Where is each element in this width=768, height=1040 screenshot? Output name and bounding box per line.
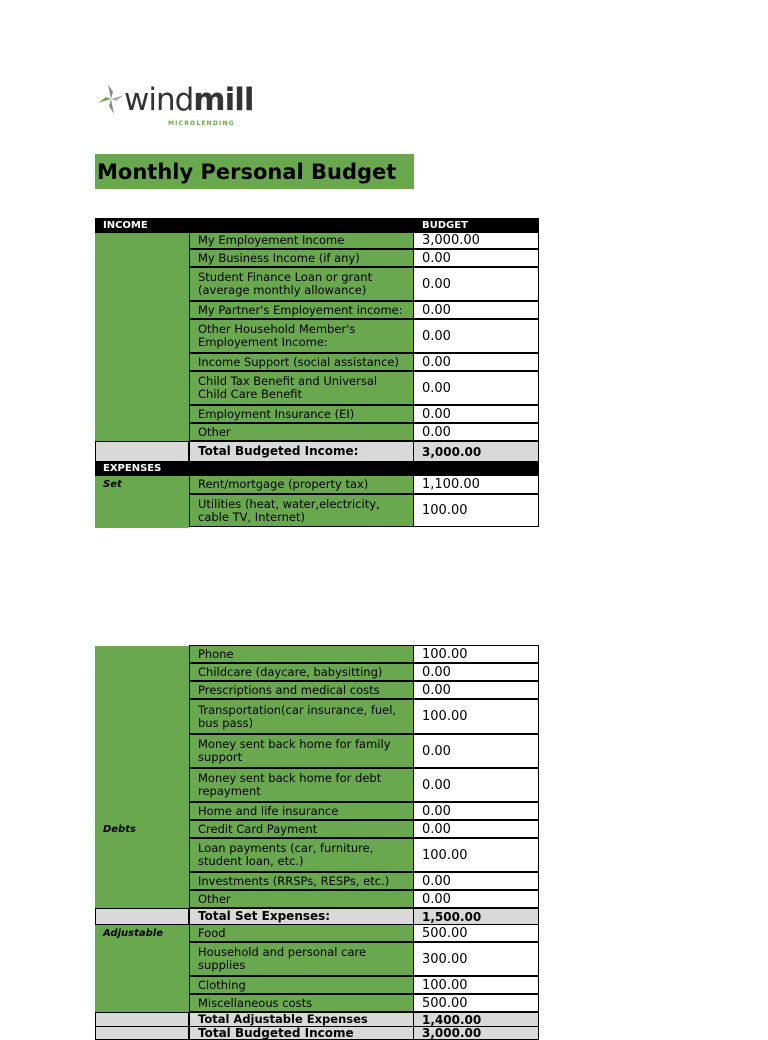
adjustable-total-row	[95, 1013, 539, 1027]
table-row	[95, 821, 539, 839]
table-row	[95, 424, 539, 442]
category-cell	[95, 943, 189, 977]
category-cell	[95, 646, 189, 664]
row-value: 500.00	[414, 924, 539, 942]
windmill-logo	[98, 80, 254, 130]
logo-word-light: wind	[124, 82, 194, 118]
adjustable-rows	[95, 925, 539, 1013]
row-value: 0.00	[414, 423, 539, 441]
category-cell	[95, 268, 189, 302]
table-row	[95, 302, 539, 320]
income-rows	[95, 233, 539, 442]
income-header-label: INCOME	[103, 220, 148, 231]
income-header	[95, 218, 539, 233]
row-label: Money sent back home for family support	[189, 734, 414, 768]
table-row	[95, 873, 539, 891]
set-total-value: 1,500.00	[414, 908, 539, 925]
set-expense-rows-top	[95, 476, 539, 528]
row-value: 0.00	[414, 405, 539, 423]
table-row	[95, 233, 539, 250]
category-cell	[95, 250, 189, 268]
category-cell	[95, 424, 189, 442]
row-value: 0.00	[414, 820, 539, 838]
row-label: Clothing	[189, 976, 414, 994]
row-label: Loan payments (car, furniture, student loan, etc.)	[189, 838, 414, 872]
row-label: My Partner's Employement income:	[189, 301, 414, 319]
row-label: Utilities (heat, water,electricity, cable TV, Internet)	[189, 494, 414, 527]
row-label: Employment Insurance (EI)	[189, 405, 414, 423]
row-value: 1,100.00	[414, 475, 539, 494]
row-label: Food	[189, 924, 414, 942]
row-value: 3,000.00	[414, 232, 539, 249]
category-cell	[95, 495, 189, 528]
table-row	[95, 977, 539, 995]
table-row	[95, 925, 539, 943]
table-row	[95, 250, 539, 268]
table-row	[95, 891, 539, 909]
table-row	[95, 406, 539, 424]
row-label: Prescriptions and medical costs	[189, 681, 414, 699]
row-label: Student Finance Loan or grant (average monthly allowance)	[189, 267, 414, 301]
category-label: Set	[95, 476, 189, 495]
category-cell	[95, 839, 189, 873]
row-value: 100.00	[414, 699, 539, 734]
row-value: 0.00	[414, 890, 539, 908]
row-label: Credit Card Payment	[189, 820, 414, 838]
category-cell	[95, 735, 189, 769]
income-total-value: 3,000.00	[414, 441, 539, 462]
set-expense-rows-bottom	[95, 646, 539, 821]
category-cell	[95, 803, 189, 821]
row-value: 300.00	[414, 942, 539, 976]
final-total-value: 3,000.00	[414, 1026, 539, 1040]
row-label: Miscellaneous costs	[189, 994, 414, 1012]
row-label: Transportation(car insurance, fuel, bus pass)	[189, 699, 414, 734]
category-cell	[95, 995, 189, 1013]
row-label: Other Household Member's Employement Income:	[189, 319, 414, 353]
set-total-row	[95, 909, 539, 925]
expenses-header	[95, 462, 539, 476]
budget-header-label: BUDGET	[422, 220, 468, 231]
table-row	[95, 664, 539, 682]
adjustable-total-value: 1,400.00	[414, 1012, 539, 1027]
row-label: My Business Income (if any)	[189, 249, 414, 267]
category-cell	[95, 769, 189, 803]
row-label: Investments (RRSPs, RESPs, etc.)	[189, 872, 414, 890]
row-value: 0.00	[414, 663, 539, 681]
category-cell	[95, 873, 189, 891]
total-category-cell	[95, 1026, 189, 1040]
final-total-label: Total Budgeted Income	[189, 1026, 414, 1040]
category-label: Adjustable	[95, 925, 189, 943]
category-cell	[95, 977, 189, 995]
row-value: 500.00	[414, 994, 539, 1012]
table-row	[95, 646, 539, 664]
set-total-label: Total Set Expenses:	[189, 908, 414, 925]
row-label: Income Support (social assistance)	[189, 353, 414, 371]
logo-tagline: MICROLENDING	[168, 120, 235, 127]
table-row	[95, 354, 539, 372]
row-label: Money sent back home for debt repayment	[189, 768, 414, 802]
final-total-row	[95, 1027, 539, 1040]
row-label: Other	[189, 890, 414, 908]
table-row	[95, 372, 539, 406]
row-label: Other	[189, 423, 414, 441]
table-row	[95, 495, 539, 528]
expenses-header-label: EXPENSES	[103, 463, 162, 474]
row-value: 0.00	[414, 802, 539, 820]
page-title: Monthly Personal Budget	[95, 154, 414, 189]
row-value: 0.00	[414, 353, 539, 371]
debt-rows	[95, 821, 539, 909]
row-label: Childcare (daycare, babysitting)	[189, 663, 414, 681]
logo-word-bold: mill	[193, 82, 254, 118]
adjustable-total-label: Total Adjustable Expenses	[189, 1012, 414, 1027]
row-value: 0.00	[414, 371, 539, 405]
category-cell	[95, 682, 189, 700]
row-value: 100.00	[414, 645, 539, 663]
table-row	[95, 769, 539, 803]
total-category-cell	[95, 1012, 189, 1027]
table-row	[95, 268, 539, 302]
row-value: 100.00	[414, 838, 539, 872]
row-value: 0.00	[414, 681, 539, 699]
category-cell	[95, 302, 189, 320]
total-category-cell	[95, 441, 189, 462]
category-cell	[95, 664, 189, 682]
expenses-header-blank	[414, 462, 539, 476]
row-value: 0.00	[414, 319, 539, 353]
category-label: Debts	[95, 821, 189, 839]
windmill-icon	[98, 82, 124, 116]
table-row	[95, 995, 539, 1013]
budget-sheet-top	[95, 218, 539, 528]
row-label: Phone	[189, 645, 414, 663]
total-category-cell	[95, 908, 189, 925]
row-value: 100.00	[414, 976, 539, 994]
category-cell	[95, 406, 189, 424]
table-row	[95, 943, 539, 977]
row-label: Home and life insurance	[189, 802, 414, 820]
row-value: 0.00	[414, 734, 539, 768]
category-cell	[95, 233, 189, 250]
category-cell	[95, 891, 189, 909]
row-label: Household and personal care supplies	[189, 942, 414, 976]
category-cell	[95, 372, 189, 406]
category-cell	[95, 354, 189, 372]
table-row	[95, 476, 539, 495]
row-value: 0.00	[414, 768, 539, 802]
row-value: 0.00	[414, 301, 539, 319]
table-row	[95, 682, 539, 700]
row-label: My Employement Income	[189, 232, 414, 249]
category-cell	[95, 320, 189, 354]
logo-wordmark	[124, 82, 253, 118]
table-row	[95, 320, 539, 354]
income-total-label: Total Budgeted Income:	[189, 441, 414, 462]
category-cell	[95, 700, 189, 735]
row-value: 0.00	[414, 872, 539, 890]
income-total-row	[95, 442, 539, 462]
table-row	[95, 803, 539, 821]
row-value: 0.00	[414, 267, 539, 301]
table-row	[95, 735, 539, 769]
row-label: Child Tax Benefit and Universal Child Care Benefit	[189, 371, 414, 405]
budget-sheet-bottom	[95, 646, 539, 1040]
table-row	[95, 700, 539, 735]
row-value: 0.00	[414, 249, 539, 267]
row-value: 100.00	[414, 494, 539, 527]
row-label: Rent/mortgage (property tax)	[189, 475, 414, 494]
table-row	[95, 839, 539, 873]
